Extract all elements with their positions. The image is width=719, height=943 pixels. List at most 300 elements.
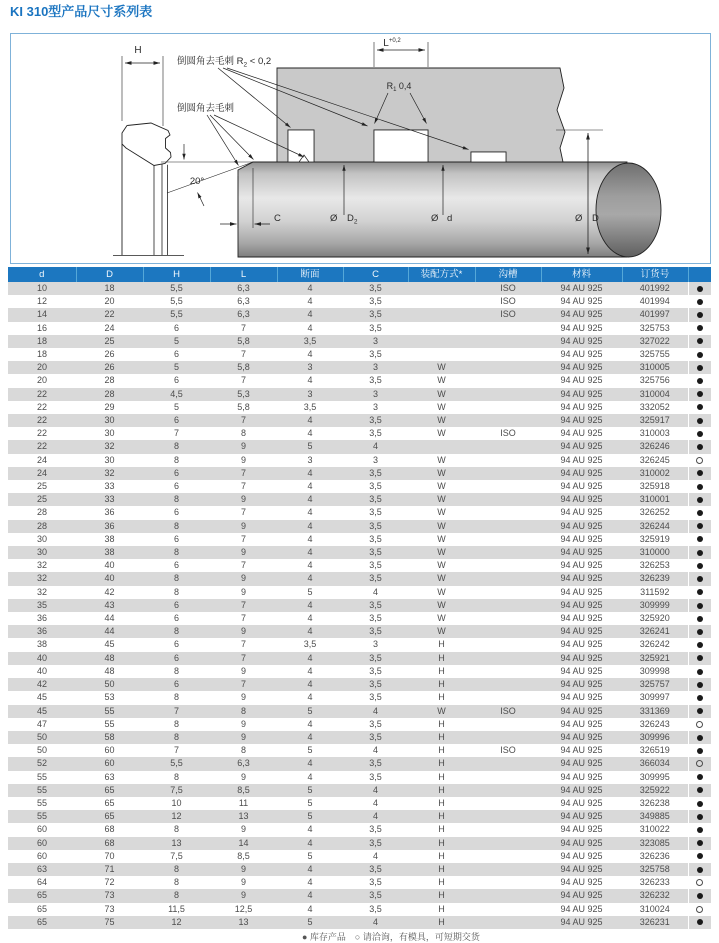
availability-cell (688, 295, 711, 308)
table-cell: H (438, 863, 445, 874)
table-row (8, 810, 711, 823)
table-cell (408, 348, 475, 361)
table-cell: 4 (307, 309, 313, 320)
table-row (8, 454, 711, 467)
table-cell: W (437, 494, 446, 505)
table-cell (475, 440, 541, 453)
table-cell: 94 AU 925 (560, 586, 603, 597)
table-cell: 94 AU 925 (560, 916, 603, 927)
table-row (8, 691, 711, 704)
table-cell (475, 388, 541, 401)
table-cell: 68 (104, 824, 115, 835)
table-cell (475, 533, 541, 546)
table-row (8, 440, 711, 453)
table-cell: 4 (307, 863, 313, 874)
availability-cell (688, 625, 711, 638)
table-row (8, 625, 711, 638)
table-cell: 7 (240, 560, 246, 571)
table-cell: 94 AU 925 (560, 560, 603, 571)
table-cell: ISO (500, 283, 516, 293)
table-cell: 36 (36, 626, 47, 637)
table-cell: H (438, 639, 445, 650)
table-cell: 32 (104, 441, 115, 452)
table-cell: 9 (240, 454, 246, 465)
table-cell: 8 (173, 771, 179, 782)
table-cell: 24 (36, 467, 47, 478)
table-cell: W (437, 626, 446, 637)
table-cell: 309997 (639, 692, 670, 703)
availability-filled-dot-icon (697, 365, 703, 371)
table-cell: 94 AU 925 (560, 309, 603, 320)
table-cell: 65 (36, 916, 47, 927)
availability-cell (688, 493, 711, 506)
availability-cell (688, 744, 711, 757)
table-cell: 3 (307, 362, 313, 373)
table-cell (408, 440, 475, 453)
table-cell: 326231 (639, 916, 670, 927)
availability-cell (688, 586, 711, 599)
column-header-10: 订货号 (622, 267, 688, 282)
column-header-1: d (8, 267, 76, 282)
table-cell: 4 (372, 586, 378, 597)
table-cell: 94 AU 925 (560, 718, 603, 729)
table-cell: 65 (104, 797, 115, 808)
availability-filled-dot-icon (697, 444, 703, 450)
table-cell: 7 (173, 428, 179, 439)
table-cell: 40 (104, 573, 115, 584)
availability-cell (688, 308, 711, 321)
table-cell: 3,5 (369, 771, 382, 782)
table-cell: 4 (307, 520, 313, 531)
table-cell: W (437, 573, 446, 584)
column-header-6: C (343, 267, 408, 282)
table-cell: 5 (307, 811, 313, 822)
availability-cell (688, 520, 711, 533)
table-cell (408, 282, 475, 295)
table-cell: 3,5 (369, 626, 382, 637)
deburr-label: 倒圆角去毛刺 (177, 103, 235, 114)
seal-cross-section-drawing (11, 34, 710, 263)
table-cell: 94 AU 925 (560, 428, 603, 439)
table-cell: 326245 (639, 454, 670, 465)
table-cell (475, 612, 541, 625)
table-cell: 326239 (639, 573, 670, 584)
table-row (8, 520, 711, 533)
table-cell (475, 493, 541, 506)
table-cell (475, 691, 541, 704)
table-row (8, 850, 711, 863)
installed-seal (288, 130, 314, 162)
table-cell (475, 876, 541, 889)
table-cell: 7 (240, 349, 246, 360)
table-cell: 326238 (639, 797, 670, 808)
table-cell: 326244 (639, 520, 670, 531)
table-cell: 94 AU 925 (560, 784, 603, 795)
table-cell: H (438, 890, 445, 901)
table-cell: 326519 (639, 745, 670, 756)
table-cell: 4 (307, 758, 313, 769)
table-row (8, 533, 711, 546)
table-cell: 7 (240, 613, 246, 624)
table-cell: 55 (36, 797, 47, 808)
table-row (8, 559, 711, 572)
table-cell: 16 (36, 322, 47, 333)
table-cell: 94 AU 925 (560, 441, 603, 452)
table-cell: 55 (36, 784, 47, 795)
table-cell: 325756 (639, 375, 670, 386)
table-cell: 6 (173, 613, 179, 624)
table-row (8, 612, 711, 625)
table-cell: 94 AU 925 (560, 863, 603, 874)
table-cell: 3,5 (369, 467, 382, 478)
table-cell: 55 (104, 705, 115, 716)
table-cell: 30 (104, 454, 115, 465)
table-cell: 310004 (639, 388, 670, 399)
table-cell: 4 (307, 375, 313, 386)
availability-cell (688, 480, 711, 493)
table-cell: 36 (36, 613, 47, 624)
table-cell: 60 (36, 824, 47, 835)
table-cell: 3,5 (369, 283, 382, 293)
table-row (8, 705, 711, 718)
table-cell: 42 (104, 586, 115, 597)
table-cell: 32 (104, 467, 115, 478)
table-cell: 53 (104, 692, 115, 703)
availability-filled-dot-icon (697, 550, 703, 556)
table-cell: 6,3 (237, 758, 250, 769)
table-cell: 55 (36, 811, 47, 822)
table-cell: 25 (36, 494, 47, 505)
table-cell: 4 (307, 903, 313, 914)
table-row (8, 572, 711, 585)
table-cell: 3,5 (369, 520, 382, 531)
availability-filled-dot-icon (697, 576, 703, 582)
table-cell: 8,5 (237, 850, 250, 861)
table-cell: 6,3 (237, 309, 250, 320)
table-row (8, 863, 711, 876)
table-cell: 5 (307, 705, 313, 716)
table-cell: 65 (104, 784, 115, 795)
table-cell: 94 AU 925 (560, 520, 603, 531)
table-cell: 4 (307, 613, 313, 624)
table-cell (475, 797, 541, 810)
availability-cell (688, 427, 711, 440)
table-cell (475, 599, 541, 612)
table-cell: 44 (104, 626, 115, 637)
table-cell: W (437, 533, 446, 544)
table-cell: 5 (307, 586, 313, 597)
table-cell: 22 (36, 441, 47, 452)
table-cell: 4 (372, 441, 378, 452)
table-row (8, 731, 711, 744)
table-cell: W (437, 467, 446, 478)
table-cell: 40 (36, 652, 47, 663)
table-cell: 13 (171, 837, 182, 848)
table-cell: 4 (307, 322, 313, 333)
table-row (8, 335, 711, 348)
table-cell: 6 (173, 639, 179, 650)
table-cell: 43 (104, 599, 115, 610)
table-cell: 7 (240, 467, 246, 478)
dimension-d-sym: Ø (431, 213, 439, 224)
availability-filled-dot-icon (697, 748, 703, 754)
table-cell: 14 (238, 837, 249, 848)
availability-cell (688, 454, 711, 467)
table-cell: 3,5 (369, 599, 382, 610)
availability-filled-dot-icon (697, 497, 703, 503)
table-cell: 94 AU 925 (560, 811, 603, 822)
table-cell: 3,5 (369, 718, 382, 729)
table-cell: 94 AU 925 (560, 731, 603, 742)
table-cell: 60 (36, 850, 47, 861)
table-cell: 4 (307, 560, 313, 571)
table-row (8, 718, 711, 731)
table-cell: 4 (372, 797, 378, 808)
table-cell: 325922 (639, 784, 670, 795)
availability-cell (688, 440, 711, 453)
table-cell: 65 (36, 890, 47, 901)
table-cell: 94 AU 925 (560, 533, 603, 544)
table-cell (475, 467, 541, 480)
size-table-body (8, 282, 711, 929)
table-cell: 58 (104, 731, 115, 742)
table-cell (475, 903, 541, 916)
table-cell: 309996 (639, 731, 670, 742)
table-cell: H (438, 731, 445, 742)
table-cell: 4 (307, 599, 313, 610)
dimension-D2-sym: Ø (330, 213, 338, 224)
table-cell: 94 AU 925 (560, 415, 603, 426)
table-cell: 44 (104, 613, 115, 624)
availability-cell (688, 401, 711, 414)
table-cell: 94 AU 925 (560, 494, 603, 505)
page-title: KI 310型产品尺寸系列表 (10, 4, 153, 19)
table-cell: 4 (372, 745, 378, 756)
table-cell: 326252 (639, 507, 670, 518)
seal-profile (113, 123, 184, 256)
column-header-4: L (210, 267, 277, 282)
table-cell: 94 AU 925 (560, 507, 603, 518)
table-cell: 3,5 (369, 481, 382, 492)
table-cell (475, 625, 541, 638)
dimension-D-sym: Ø (575, 213, 583, 224)
table-cell: 4 (307, 283, 313, 293)
table-cell: 3,5 (369, 296, 382, 307)
table-row (8, 388, 711, 401)
table-cell: 3,5 (369, 665, 382, 676)
table-row (8, 361, 711, 374)
table-cell: 33 (104, 481, 115, 492)
table-cell (475, 559, 541, 572)
table-cell: 65 (104, 811, 115, 822)
dimension-L-label: $L^{+0,2}$ (383, 38, 401, 49)
table-cell: 4 (307, 837, 313, 848)
table-cell: 3,5 (369, 428, 382, 439)
table-cell: 3,5 (303, 335, 317, 346)
dimension-d-label: d (447, 213, 453, 224)
availability-filled-dot-icon (697, 655, 703, 661)
table-cell: H (438, 652, 445, 663)
table-cell (475, 374, 541, 387)
availability-filled-dot-icon (697, 669, 703, 675)
table-row (8, 757, 711, 770)
table-cell: 50 (36, 745, 47, 756)
table-cell: 3,5 (369, 507, 382, 518)
table-cell: 8 (173, 890, 179, 901)
table-cell: 45 (104, 639, 115, 650)
table-cell: 4 (372, 784, 378, 795)
table-cell: ISO (500, 428, 516, 439)
table-cell: 25 (36, 481, 47, 492)
table-cell: 94 AU 925 (560, 388, 603, 399)
table-cell: 5 (307, 797, 313, 808)
table-cell: 332052 (639, 401, 670, 412)
table-cell: 311592 (640, 586, 670, 597)
availability-cell (688, 506, 711, 519)
table-cell: 94 AU 925 (560, 639, 603, 650)
table-cell: W (437, 454, 446, 465)
table-cell: 4 (307, 415, 313, 426)
table-row (8, 282, 711, 295)
table-row (8, 837, 711, 850)
table-cell: 8 (173, 494, 179, 505)
table-row (8, 876, 711, 889)
table-cell: 94 AU 925 (560, 679, 603, 690)
dimension-D-label: D (592, 213, 599, 224)
table-cell: 13 (238, 811, 249, 822)
table-cell: 3,5 (369, 890, 382, 901)
table-cell: 4 (307, 890, 313, 901)
table-cell: 4 (307, 824, 313, 835)
table-cell: 45 (36, 692, 47, 703)
table-cell: ISO (500, 309, 516, 320)
table-cell: 38 (104, 547, 115, 558)
table-row (8, 467, 711, 480)
table-cell: 6 (173, 560, 179, 571)
table-cell: 4 (307, 573, 313, 584)
table-cell (408, 308, 475, 321)
shaft-end-dome (596, 163, 661, 257)
table-cell: 4 (307, 731, 313, 742)
table-cell: 94 AU 925 (560, 890, 603, 901)
table-cell: 63 (104, 771, 115, 782)
table-cell: 4 (307, 296, 313, 307)
table-cell: 22 (36, 388, 47, 399)
column-header-2: D (76, 267, 143, 282)
table-cell: 5,3 (237, 388, 250, 399)
dimension-D2-label: $D_2$ (347, 213, 358, 226)
table-cell: 35 (36, 599, 47, 610)
table-cell: 94 AU 925 (560, 771, 603, 782)
table-cell: 24 (36, 454, 47, 465)
table-cell: 36 (104, 520, 115, 531)
table-cell: 3 (372, 362, 378, 373)
table-cell: 94 AU 925 (560, 362, 603, 373)
table-cell: 6 (173, 349, 179, 360)
table-cell: 4 (307, 771, 313, 782)
table-cell: 24 (104, 322, 115, 333)
table-row (8, 771, 711, 784)
table-cell: 26 (104, 362, 115, 373)
table-cell: 309995 (639, 771, 670, 782)
table-cell: H (438, 745, 445, 756)
table-cell: W (437, 481, 446, 492)
availability-filled-dot-icon (697, 919, 703, 925)
table-cell: 5,5 (170, 296, 183, 307)
table-cell: 8 (173, 520, 179, 531)
table-cell: 94 AU 925 (560, 375, 603, 386)
table-cell: W (437, 375, 446, 386)
table-cell: 325753 (639, 322, 670, 333)
table-cell: 64 (36, 877, 47, 888)
table-cell: 6 (173, 375, 179, 386)
table-cell: 60 (36, 837, 47, 848)
availability-cell (688, 850, 711, 863)
table-cell: 3,5 (369, 903, 382, 914)
table-cell: 94 AU 925 (560, 454, 603, 465)
table-cell: 3 (307, 454, 313, 465)
table-cell: 36 (104, 507, 115, 518)
table-cell: 3 (372, 454, 378, 465)
table-cell: H (438, 824, 445, 835)
table-cell: 9 (240, 573, 246, 584)
table-cell (475, 638, 541, 651)
table-cell: 7 (240, 599, 246, 610)
table-cell: W (437, 705, 446, 716)
dimension-L (374, 42, 428, 67)
availability-filled-dot-icon (697, 352, 703, 358)
table-cell: 3,5 (369, 494, 382, 505)
table-cell: H (438, 903, 445, 914)
table-cell: 7 (173, 705, 179, 716)
availability-filled-dot-icon (697, 418, 703, 424)
table-cell: 94 AU 925 (560, 652, 603, 663)
availability-cell (688, 638, 711, 651)
availability-cell (688, 705, 711, 718)
availability-cell (688, 652, 711, 665)
table-cell: 6,3 (237, 283, 250, 293)
availability-filled-dot-icon (697, 840, 703, 846)
table-cell: 94 AU 925 (560, 322, 603, 333)
table-cell (475, 506, 541, 519)
table-cell: 6 (173, 415, 179, 426)
table-cell: 8 (173, 665, 179, 676)
availability-filled-dot-icon (697, 774, 703, 780)
table-cell: H (438, 692, 445, 703)
table-cell: 5 (173, 335, 179, 346)
dimension-C-label: C (274, 213, 281, 224)
availability-filled-dot-icon (697, 616, 703, 622)
table-row (8, 586, 711, 599)
table-cell: 326232 (639, 890, 670, 901)
table-cell: 52 (36, 758, 47, 769)
table-cell: 33 (104, 494, 115, 505)
availability-cell (688, 876, 711, 889)
table-cell: 4 (307, 626, 313, 637)
table-cell (475, 348, 541, 361)
availability-cell (688, 414, 711, 427)
table-cell: 8 (173, 547, 179, 558)
table-row (8, 916, 711, 929)
table-cell: 5 (173, 401, 179, 412)
table-cell: 325918 (639, 481, 670, 492)
availability-cell (688, 374, 711, 387)
availability-cell (688, 361, 711, 374)
table-cell: 8 (173, 626, 179, 637)
availability-filled-dot-icon (697, 470, 703, 476)
table-cell: 310002 (639, 467, 670, 478)
table-cell: 331369 (639, 705, 670, 716)
